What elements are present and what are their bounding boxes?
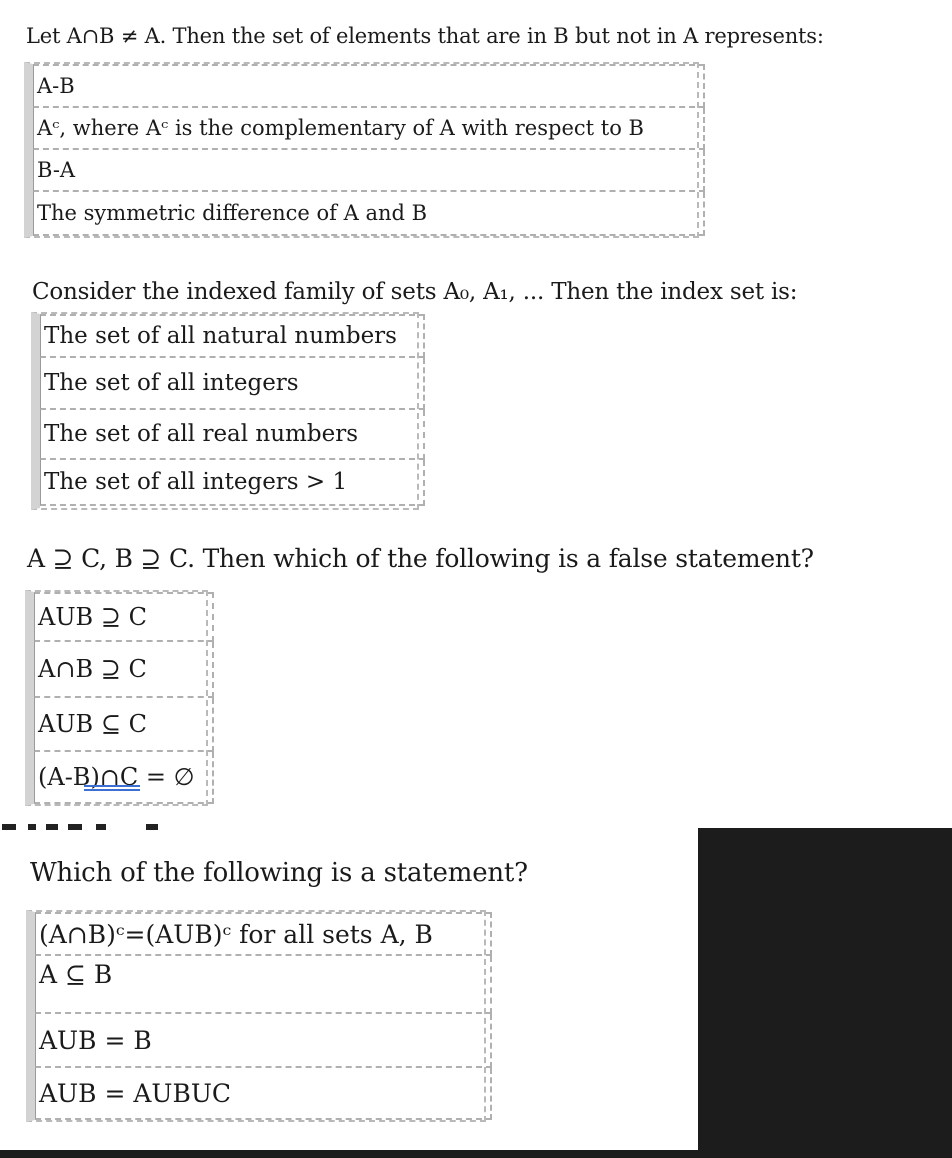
question-2-text: Consider the indexed family of sets A₀, A₁, ... Then the index set is: xyxy=(32,279,798,305)
option-4a[interactable]: (A∩B)ᶜ=(AUB)ᶜ for all sets A, B xyxy=(35,912,492,956)
option-1c[interactable]: B-A xyxy=(33,150,705,192)
option-2c[interactable]: The set of all real numbers xyxy=(40,410,425,460)
cropped-heading-fragment xyxy=(0,816,200,834)
option-4d[interactable]: AUB = AUBUC xyxy=(35,1068,492,1120)
spellcheck-underline-icon xyxy=(82,782,142,792)
option-2b[interactable]: The set of all integers xyxy=(40,358,425,410)
question-4-options xyxy=(26,910,486,1122)
option-3b[interactable]: A∩B ⊇ C xyxy=(34,642,214,698)
option-1d[interactable]: The symmetric difference of A and B xyxy=(33,192,705,236)
option-4b[interactable]: A ⊆ B xyxy=(35,956,492,1014)
option-1b[interactable]: Aᶜ, where Aᶜ is the complementary of A with respect to B xyxy=(33,108,705,150)
option-3a[interactable]: AUB ⊇ C xyxy=(34,592,214,642)
dark-overlay-panel xyxy=(698,828,952,1158)
dark-bottom-strip xyxy=(0,1150,952,1158)
question-1-text: Let A∩B ≠ A. Then the set of elements that are in B but not in A represents: xyxy=(26,24,824,48)
option-1a[interactable]: A-B xyxy=(33,64,705,108)
option-4c[interactable]: AUB = B xyxy=(35,1014,492,1068)
option-2d[interactable]: The set of all integers > 1 xyxy=(40,460,425,506)
option-3c[interactable]: AUB ⊆ C xyxy=(34,698,214,752)
question-3-options xyxy=(25,590,208,806)
option-3d[interactable]: (A-B)∩C = ∅ xyxy=(34,752,214,804)
question-3-text: A ⊇ C, B ⊇ C. Then which of the following is a false statement? xyxy=(27,544,814,573)
question-2-options xyxy=(31,312,419,510)
option-2a[interactable]: The set of all natural numbers xyxy=(40,314,425,358)
question-4-text: Which of the following is a statement? xyxy=(30,858,528,888)
question-1-options xyxy=(24,62,699,238)
